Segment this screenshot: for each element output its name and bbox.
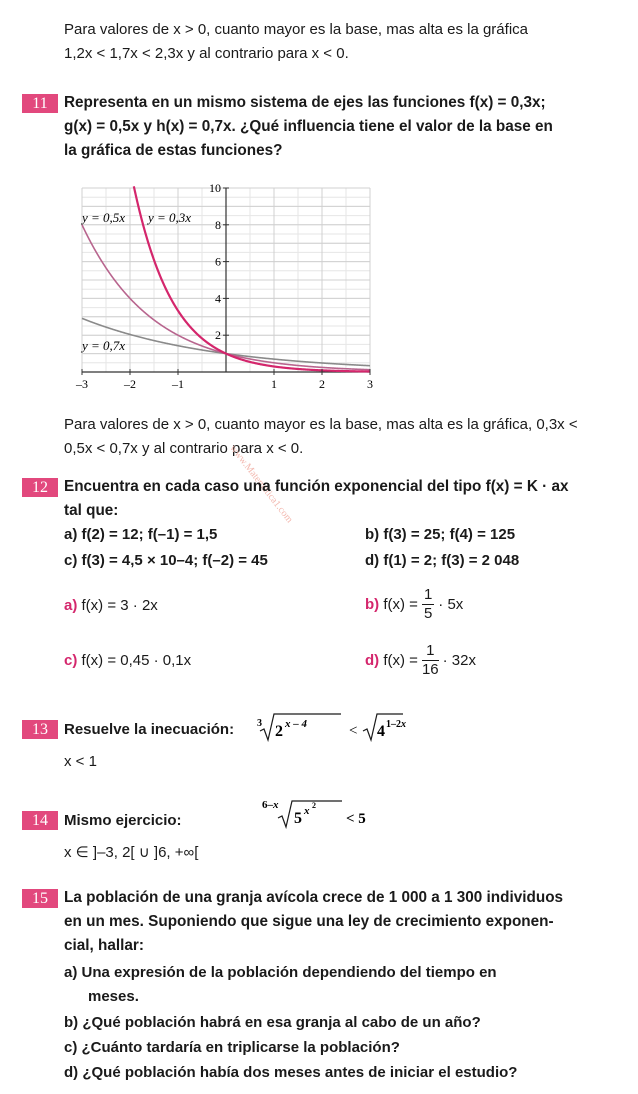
q12-sol-a [64,594,158,618]
x-tick-label: 2 [319,377,325,391]
q13-statement: Resuelve la inecuación: [64,721,235,738]
q15-line-1: La población de una granja avícola crece de 1 000 a 1 300 individuos [64,889,564,906]
svg-text:3: 3 [257,718,262,729]
q12-item-b: b) f(3) = 25; f(4) = 125 [365,526,516,543]
sol-b-den: 5 [423,604,433,622]
intro-line-2: 1,2x < 1,7x < 2,3x y al contrario para x < 0. [64,45,349,62]
sol-d-fraction [422,642,439,679]
watermark-text: www.Matematica1.com [227,443,295,526]
label-g: y = 0,5x [82,210,126,225]
y-tick-label: 10 [209,181,221,195]
q13-answer: x < 1 [64,753,97,770]
sol-d-post: · 32x [442,651,476,669]
y-tick-label: 2 [215,328,221,343]
sol-d-pre: f(x) = [383,651,418,669]
q12-sol-d [365,640,476,680]
q11-line-3: la gráfica de estas funciones? [64,142,283,159]
svg-text:< 5: < 5 [346,811,366,827]
question-badge-14: 14 [22,811,58,830]
x-tick-label: 3 [367,377,373,391]
q15-item-d: d) ¿Qué población había dos meses antes de iniciar el estudio? [64,1064,518,1081]
x-tick-label: 1 [271,377,277,391]
svg-text:1–2x: 1–2x [386,719,406,730]
sol-b-pre: f(x) = [383,595,418,613]
svg-text:2: 2 [275,723,283,740]
sol-d-num: 1 [422,642,439,661]
label-f: y = 0,3x [148,210,192,225]
svg-text:4: 4 [377,723,385,740]
q15-item-c: c) ¿Cuánto tardaría en triplicarse la población? [64,1039,400,1056]
svg-text:<: < [349,723,358,739]
intro-line-1: Para valores de x > 0, cuanto mayor es la base, mas alta es la gráfica [64,21,528,38]
q11-answer-2: 0,5x < 0,7x y al contrario para x < 0. [64,440,304,457]
q12-sol-b [365,584,463,624]
svg-text:6–x: 6–x [262,799,279,811]
q12-item-d: d) f(1) = 2; f(3) = 2 048 [365,552,520,569]
question-badge-12: 12 [22,478,58,497]
svg-text:2: 2 [312,801,316,810]
q11-answer-1: Para valores de x > 0, cuanto mayor es la base, mas alta es la gráfica, 0,3x < [64,416,578,433]
y-tick-label: 8 [215,217,221,232]
y-tick-label: 4 [215,291,221,306]
q15-statement [64,886,626,958]
x-tick-label: –2 [124,377,136,391]
q11-line-2: g(x) = 0,5x y h(x) = 0,7x. ¿Qué influencia tiene el valor de la base en [64,118,553,135]
sol-a-expression: f(x) = 3 · 2x [81,597,158,614]
q14-inequality-formula [262,794,372,834]
q12-line-2: tal que: [64,502,119,519]
q11-line-1: Representa en un mismo sistema de ejes las funciones f(x) = 0,3x; [64,94,546,111]
q12-item-c: c) f(3) = 4,5 × 10–4; f(–2) = 45 [64,552,268,569]
question-badge-11: 11 [22,94,58,113]
sol-d-den: 16 [421,660,439,678]
x-tick-label: –3 [76,377,88,391]
q15-item-b: b) ¿Qué población habrá en esa granja al cabo de un año? [64,1014,481,1031]
sol-c-expression: f(x) = 0,45 · 0,1x [81,652,192,669]
x-tick-label: –1 [172,377,184,391]
q12-line-1: Encuentra en cada caso una función exponencial del tipo f(x) = K · ax [64,478,569,495]
svg-text:x – 4: x – 4 [285,718,307,730]
svg-text:5: 5 [294,810,302,827]
label-h: y = 0,7x [82,338,126,353]
q12-statement [64,475,626,523]
sol-d-label: d) [365,651,380,669]
q15-line-2: en un mes. Suponiendo que sigue una ley de crecimiento exponen- [64,913,554,930]
q12-item-a: a) f(2) = 12; f(–1) = 1,5 [64,526,218,543]
q14-statement: Mismo ejercicio: [64,812,182,829]
sol-b-post: · 5x [438,595,464,613]
y-tick-label: 6 [215,254,221,269]
q13-inequality-formula [255,706,405,746]
q15-item-a-2: meses. [88,988,139,1005]
question-badge-15: 15 [22,889,58,908]
q11-statement [64,91,626,163]
q14-answer: x ∈ ]–3, 2[ ∪ ]6, +∞[ [64,844,199,861]
q15-item-a-1: a) Una expresión de la población dependiendo del tiempo en [64,964,497,981]
sol-b-label: b) [365,595,380,613]
exponential-chart [70,178,390,398]
sol-b-fraction [422,586,434,623]
sol-b-num: 1 [423,585,433,603]
q12-sol-c [64,649,191,673]
svg-text:x: x [304,805,310,817]
question-badge-13: 13 [22,720,58,739]
sol-a-label: a) [64,597,78,614]
q15-line-3: cial, hallar: [64,937,144,954]
sol-c-label: c) [64,652,78,669]
